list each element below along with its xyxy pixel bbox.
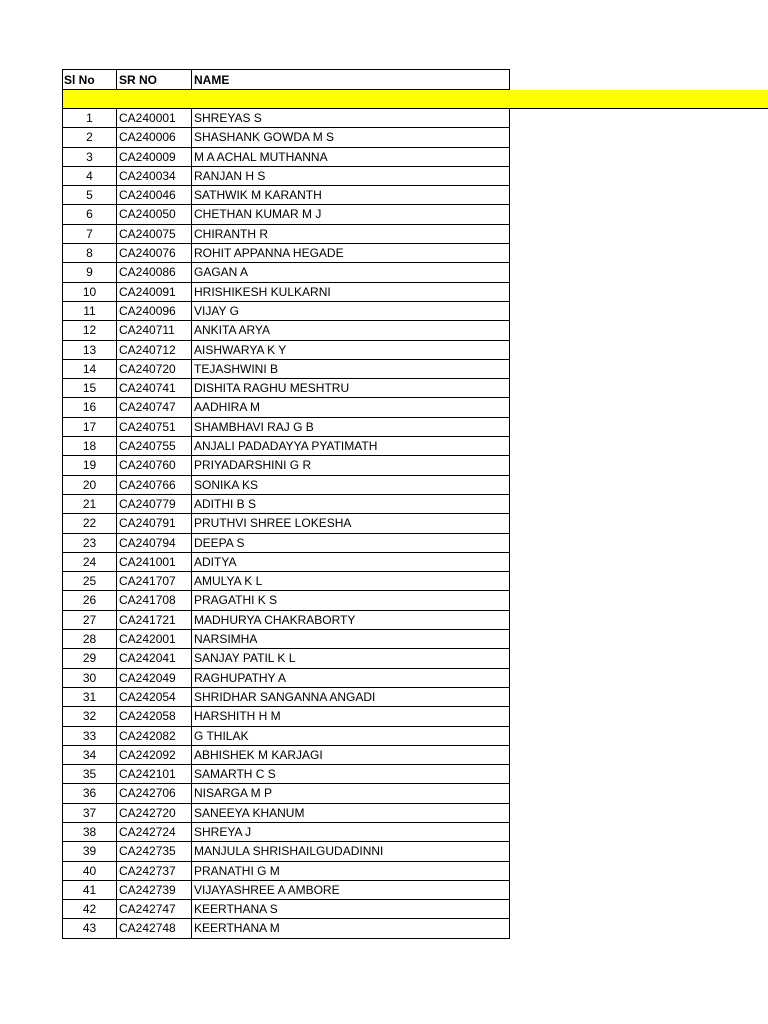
table-row bbox=[62, 649, 768, 668]
cell-name: SHREYA J bbox=[192, 823, 510, 842]
cell-sl-no: 39 bbox=[62, 842, 117, 861]
cell-name: GAGAN A bbox=[192, 263, 510, 282]
cell-sl-no: 15 bbox=[62, 379, 117, 398]
cell-sl-no: 17 bbox=[62, 418, 117, 437]
table-row bbox=[62, 572, 768, 591]
cell-sl-no: 40 bbox=[62, 862, 117, 881]
cell-sr-no: CA241708 bbox=[117, 591, 192, 610]
cell-name: PRANATHI G M bbox=[192, 862, 510, 881]
cell-sr-no: CA240760 bbox=[117, 456, 192, 475]
cell-sl-no: 14 bbox=[62, 360, 117, 379]
cell-sl-no: 6 bbox=[62, 205, 117, 224]
cell-name: SAMARTH C S bbox=[192, 765, 510, 784]
table-row bbox=[62, 611, 768, 630]
cell-sr-no: CA240791 bbox=[117, 514, 192, 533]
table-row bbox=[62, 398, 768, 417]
table-row bbox=[62, 534, 768, 553]
cell-name: DISHITA RAGHU MESHTRU bbox=[192, 379, 510, 398]
cell-sr-no: CA240747 bbox=[117, 398, 192, 417]
cell-name: SATHWIK M KARANTH bbox=[192, 186, 510, 205]
cell-sr-no: CA242747 bbox=[117, 900, 192, 919]
table-row bbox=[62, 630, 768, 649]
cell-sl-no: 26 bbox=[62, 591, 117, 610]
cell-name: SHRIDHAR SANGANNA ANGADI bbox=[192, 688, 510, 707]
table-row bbox=[62, 823, 768, 842]
table-row bbox=[62, 669, 768, 688]
cell-name: PRIYADARSHINI G R bbox=[192, 456, 510, 475]
table-header-row bbox=[62, 69, 768, 90]
cell-sr-no: CA242739 bbox=[117, 881, 192, 900]
cell-sl-no: 35 bbox=[62, 765, 117, 784]
table-row bbox=[62, 379, 768, 398]
cell-sl-no: 29 bbox=[62, 649, 117, 668]
cell-sl-no: 31 bbox=[62, 688, 117, 707]
table-row bbox=[62, 437, 768, 456]
cell-name: ADITHI B S bbox=[192, 495, 510, 514]
table-row bbox=[62, 225, 768, 244]
cell-sr-no: CA242049 bbox=[117, 669, 192, 688]
cell-sl-no: 43 bbox=[62, 919, 117, 938]
cell-name: RAGHUPATHY A bbox=[192, 669, 510, 688]
cell-sr-no: CA240720 bbox=[117, 360, 192, 379]
cell-sl-no: 32 bbox=[62, 707, 117, 726]
table-row bbox=[62, 205, 768, 224]
cell-sl-no: 18 bbox=[62, 437, 117, 456]
cell-sr-no: CA240096 bbox=[117, 302, 192, 321]
cell-name: RANJAN H S bbox=[192, 167, 510, 186]
table-row bbox=[62, 321, 768, 340]
cell-name: SANJAY PATIL K L bbox=[192, 649, 510, 668]
table-row bbox=[62, 148, 768, 167]
cell-sr-no: CA240091 bbox=[117, 283, 192, 302]
cell-sr-no: CA240075 bbox=[117, 225, 192, 244]
table-row bbox=[62, 263, 768, 282]
table-row bbox=[62, 746, 768, 765]
table-row bbox=[62, 919, 768, 938]
cell-name: NARSIMHA bbox=[192, 630, 510, 649]
table-row bbox=[62, 456, 768, 475]
cell-sr-no: CA242054 bbox=[117, 688, 192, 707]
cell-sr-no: CA241707 bbox=[117, 572, 192, 591]
cell-sl-no: 16 bbox=[62, 398, 117, 417]
cell-name: G THILAK bbox=[192, 727, 510, 746]
cell-sr-no: CA242720 bbox=[117, 804, 192, 823]
cell-sr-no: CA241721 bbox=[117, 611, 192, 630]
table-row bbox=[62, 900, 768, 919]
cell-name: SHREYAS S bbox=[192, 109, 510, 128]
cell-sr-no: CA242058 bbox=[117, 707, 192, 726]
table-row bbox=[62, 244, 768, 263]
cell-sl-no: 38 bbox=[62, 823, 117, 842]
cell-sr-no: CA242001 bbox=[117, 630, 192, 649]
table-row bbox=[62, 553, 768, 572]
cell-sr-no: CA242706 bbox=[117, 784, 192, 803]
cell-sr-no: CA240034 bbox=[117, 167, 192, 186]
cell-name: KEERTHANA M bbox=[192, 919, 510, 938]
table-row bbox=[62, 804, 768, 823]
cell-name: VIJAY G bbox=[192, 302, 510, 321]
cell-sr-no: CA242737 bbox=[117, 862, 192, 881]
table-row bbox=[62, 283, 768, 302]
table-row bbox=[62, 688, 768, 707]
cell-sr-no: CA240712 bbox=[117, 341, 192, 360]
cell-name: HRISHIKESH KULKARNI bbox=[192, 283, 510, 302]
table-row bbox=[62, 862, 768, 881]
cell-sl-no: 27 bbox=[62, 611, 117, 630]
cell-sl-no: 37 bbox=[62, 804, 117, 823]
cell-sl-no: 4 bbox=[62, 167, 117, 186]
cell-name: M A ACHAL MUTHANNA bbox=[192, 148, 510, 167]
cell-sl-no: 30 bbox=[62, 669, 117, 688]
cell-name: AISHWARYA K Y bbox=[192, 341, 510, 360]
cell-sr-no: CA240046 bbox=[117, 186, 192, 205]
cell-sl-no: 2 bbox=[62, 128, 117, 147]
table-row bbox=[62, 765, 768, 784]
cell-sr-no: CA240001 bbox=[117, 109, 192, 128]
highlighted-empty-row bbox=[62, 90, 768, 109]
table-row bbox=[62, 186, 768, 205]
table-row bbox=[62, 167, 768, 186]
cell-name: MADHURYA CHAKRABORTY bbox=[192, 611, 510, 630]
cell-sr-no: CA240755 bbox=[117, 437, 192, 456]
cell-sr-no: CA240779 bbox=[117, 495, 192, 514]
cell-sl-no: 13 bbox=[62, 341, 117, 360]
cell-sl-no: 28 bbox=[62, 630, 117, 649]
cell-sr-no: CA242724 bbox=[117, 823, 192, 842]
cell-sr-no: CA242101 bbox=[117, 765, 192, 784]
table-row bbox=[62, 591, 768, 610]
cell-sr-no: CA242041 bbox=[117, 649, 192, 668]
table-row bbox=[62, 302, 768, 321]
cell-sl-no: 12 bbox=[62, 321, 117, 340]
cell-sl-no: 36 bbox=[62, 784, 117, 803]
cell-sr-no: CA241001 bbox=[117, 553, 192, 572]
cell-name: MANJULA SHRISHAILGUDADINNI bbox=[192, 842, 510, 861]
cell-name: SONIKA KS bbox=[192, 476, 510, 495]
cell-sr-no: CA240076 bbox=[117, 244, 192, 263]
cell-name: NISARGA M P bbox=[192, 784, 510, 803]
cell-sl-no: 7 bbox=[62, 225, 117, 244]
cell-name: PRAGATHI K S bbox=[192, 591, 510, 610]
cell-name: DEEPA S bbox=[192, 534, 510, 553]
table-row bbox=[62, 128, 768, 147]
cell-name: CHIRANTH R bbox=[192, 225, 510, 244]
cell-sl-no: 25 bbox=[62, 572, 117, 591]
table-row bbox=[62, 495, 768, 514]
cell-sl-no: 21 bbox=[62, 495, 117, 514]
table-row bbox=[62, 418, 768, 437]
cell-name: PRUTHVI SHREE LOKESHA bbox=[192, 514, 510, 533]
cell-name: CHETHAN KUMAR M J bbox=[192, 205, 510, 224]
cell-sr-no: CA240009 bbox=[117, 148, 192, 167]
cell-sl-no: 22 bbox=[62, 514, 117, 533]
header-name: NAME bbox=[192, 69, 510, 90]
cell-sl-no: 42 bbox=[62, 900, 117, 919]
table-row bbox=[62, 341, 768, 360]
cell-name: HARSHITH H M bbox=[192, 707, 510, 726]
cell-sl-no: 10 bbox=[62, 283, 117, 302]
cell-sl-no: 23 bbox=[62, 534, 117, 553]
cell-sr-no: CA240766 bbox=[117, 476, 192, 495]
cell-sl-no: 1 bbox=[62, 109, 117, 128]
cell-sl-no: 8 bbox=[62, 244, 117, 263]
cell-name: TEJASHWINI B bbox=[192, 360, 510, 379]
header-sr-no: SR NO bbox=[117, 69, 192, 90]
student-list-table bbox=[62, 69, 768, 939]
cell-sl-no: 20 bbox=[62, 476, 117, 495]
cell-sr-no: CA240086 bbox=[117, 263, 192, 282]
table-row bbox=[62, 476, 768, 495]
table-row bbox=[62, 109, 768, 128]
cell-sr-no: CA240050 bbox=[117, 205, 192, 224]
cell-name: SANEEYA KHANUM bbox=[192, 804, 510, 823]
cell-name: SHASHANK GOWDA M S bbox=[192, 128, 510, 147]
cell-sr-no: CA242748 bbox=[117, 919, 192, 938]
table-row bbox=[62, 707, 768, 726]
cell-name: ANJALI PADADAYYA PYATIMATH bbox=[192, 437, 510, 456]
cell-sr-no: CA242092 bbox=[117, 746, 192, 765]
cell-sr-no: CA240741 bbox=[117, 379, 192, 398]
cell-name: ANKITA ARYA bbox=[192, 321, 510, 340]
cell-name: KEERTHANA S bbox=[192, 900, 510, 919]
cell-sl-no: 3 bbox=[62, 148, 117, 167]
cell-name: VIJAYASHREE A AMBORE bbox=[192, 881, 510, 900]
cell-name: ADITYA bbox=[192, 553, 510, 572]
cell-sr-no: CA240711 bbox=[117, 321, 192, 340]
table-row bbox=[62, 514, 768, 533]
cell-sr-no: CA240794 bbox=[117, 534, 192, 553]
cell-sr-no: CA242735 bbox=[117, 842, 192, 861]
cell-sl-no: 34 bbox=[62, 746, 117, 765]
table-row bbox=[62, 784, 768, 803]
cell-sl-no: 19 bbox=[62, 456, 117, 475]
table-row bbox=[62, 881, 768, 900]
cell-sl-no: 5 bbox=[62, 186, 117, 205]
table-row bbox=[62, 842, 768, 861]
header-sl-no: Sl No bbox=[62, 69, 117, 90]
cell-sl-no: 33 bbox=[62, 727, 117, 746]
cell-name: ABHISHEK M KARJAGI bbox=[192, 746, 510, 765]
cell-name: AMULYA K L bbox=[192, 572, 510, 591]
cell-sr-no: CA240006 bbox=[117, 128, 192, 147]
cell-sr-no: CA240751 bbox=[117, 418, 192, 437]
cell-sl-no: 41 bbox=[62, 881, 117, 900]
table-body bbox=[62, 109, 768, 939]
table-row bbox=[62, 727, 768, 746]
table-row bbox=[62, 360, 768, 379]
cell-name: AADHIRA M bbox=[192, 398, 510, 417]
cell-name: ROHIT APPANNA HEGADE bbox=[192, 244, 510, 263]
cell-sl-no: 11 bbox=[62, 302, 117, 321]
cell-sr-no: CA242082 bbox=[117, 727, 192, 746]
cell-name: SHAMBHAVI RAJ G B bbox=[192, 418, 510, 437]
cell-sl-no: 24 bbox=[62, 553, 117, 572]
cell-sl-no: 9 bbox=[62, 263, 117, 282]
